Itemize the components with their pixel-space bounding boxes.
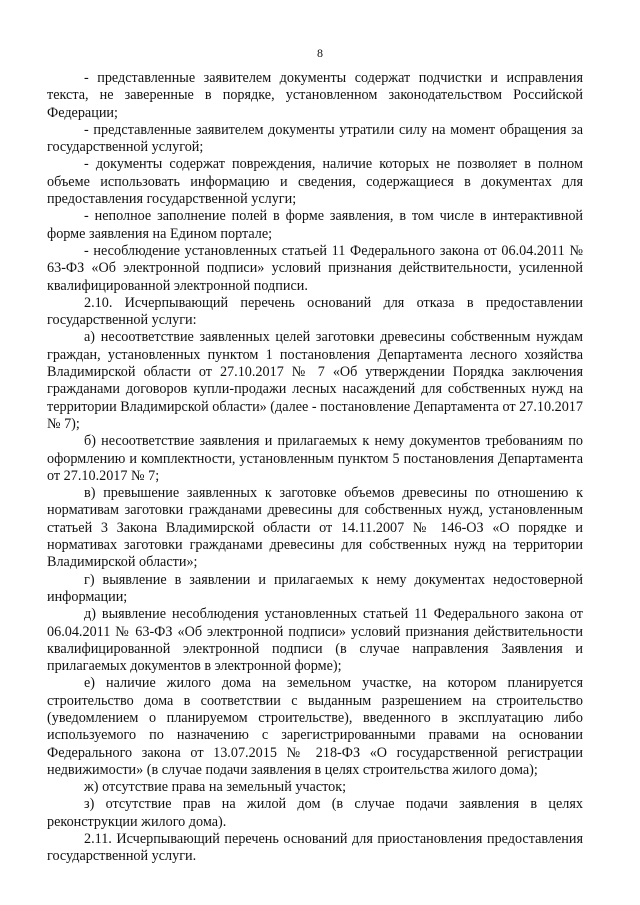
paragraph-erasures: - представленные заявителем документы содержат подчистки и исправления текста, не заверенные в порядке, установленном законодательством Российской Федерации; [47,70,583,121]
page-number: 8 [317,46,323,60]
refusal-item-g: г) выявление в заявлении и прилагаемых к нему документах недостоверной информации; [47,571,583,605]
refusal-item-z: з) отсутствие прав на жилой дом (в случае подачи заявления в целях реконструкции жилого дома). [47,796,583,830]
paragraph-expired-documents: - представленные заявителем документы утратили силу на момент обращения за государственной услугой; [47,121,583,156]
document-body [47,70,583,866]
refusal-item-zh: ж) отсутствие права на земельный участок; [84,779,347,796]
refusal-item-a: а) несоответствие заявленных целей заготовки древесины собственным нуждам граждан, установленных пунктом 1 постановления Департамента лесного хозяйства Владимирской области от 27.10.2017 № 7 «Об утверждении Порядка заключения гражданами договоров купли-продажи лесных насаждений для собственных нужд на территории Владимирской области» (далее - постановление Департамента от 27.10.2017 № 7); [47,329,583,432]
paragraph-electronic-signature: - несоблюдение установленных статьей 11 Федерального закона от 06.04.2011 № 63-ФЗ «Об электронной подписи» условий признания действительности, усиленной квалифицированной электронной подписи. [47,242,583,294]
section-2-11-heading: 2.11. Исчерпывающий перечень оснований для приостановления предоставления государственной услуги. [47,831,583,865]
paragraph-incomplete-form: - неполное заполнение полей в форме заявления, в том числе в интерактивной форме заявления на Едином портале; [47,208,583,242]
refusal-item-d: д) выявление несоблюдения установленных статьей 11 Федерального закона от 06.04.2011 № 63-ФЗ «Об электронной подписи» условий признания действительности квалифицированной электронной подписи (в случае направления Заявления и прилагаемых документов в электронной форме); [47,606,583,675]
paragraph-damaged-documents: - документы содержат повреждения, наличие которых не позволяет в полном объеме использовать информацию и сведения, содержащиеся в документах для предоставления государственной услуги; [47,156,583,208]
refusal-item-b: б) несоответствие заявления и прилагаемых к нему документов требованиям по оформлению и комплектности, установленным пунктом 5 постановления Департамента от 27.10.2017 № 7; [47,433,583,484]
refusal-item-e: е) наличие жилого дома на земельном участке, на котором планируется строительство дома в соответствии с выданным разрешением на строительство (уведомлением о планируемом строительстве), введенного в эксплуатацию либо используемого по назначению с зарегистрированными правами на основании Федерального закона от 13.07.2015 № 218-ФЗ «О государственной регистрации недвижимости» (в случае подачи заявления в целях строительства жилого дома); [47,675,583,778]
refusal-item-v: в) превышение заявленных к заготовке объемов древесины по отношению к нормативам заготовки гражданами древесины для собственных нужд, установленным статьей 3 Закона Владимирской области от 14.11.2007 № 146-ОЗ «О порядке и нормативах заготовки гражданами древесины для собственных нужд на территории Владимирской области»; [47,485,583,571]
section-2-10-heading: 2.10. Исчерпывающий перечень оснований для отказа в предоставлении государственной услуги: [47,294,583,329]
